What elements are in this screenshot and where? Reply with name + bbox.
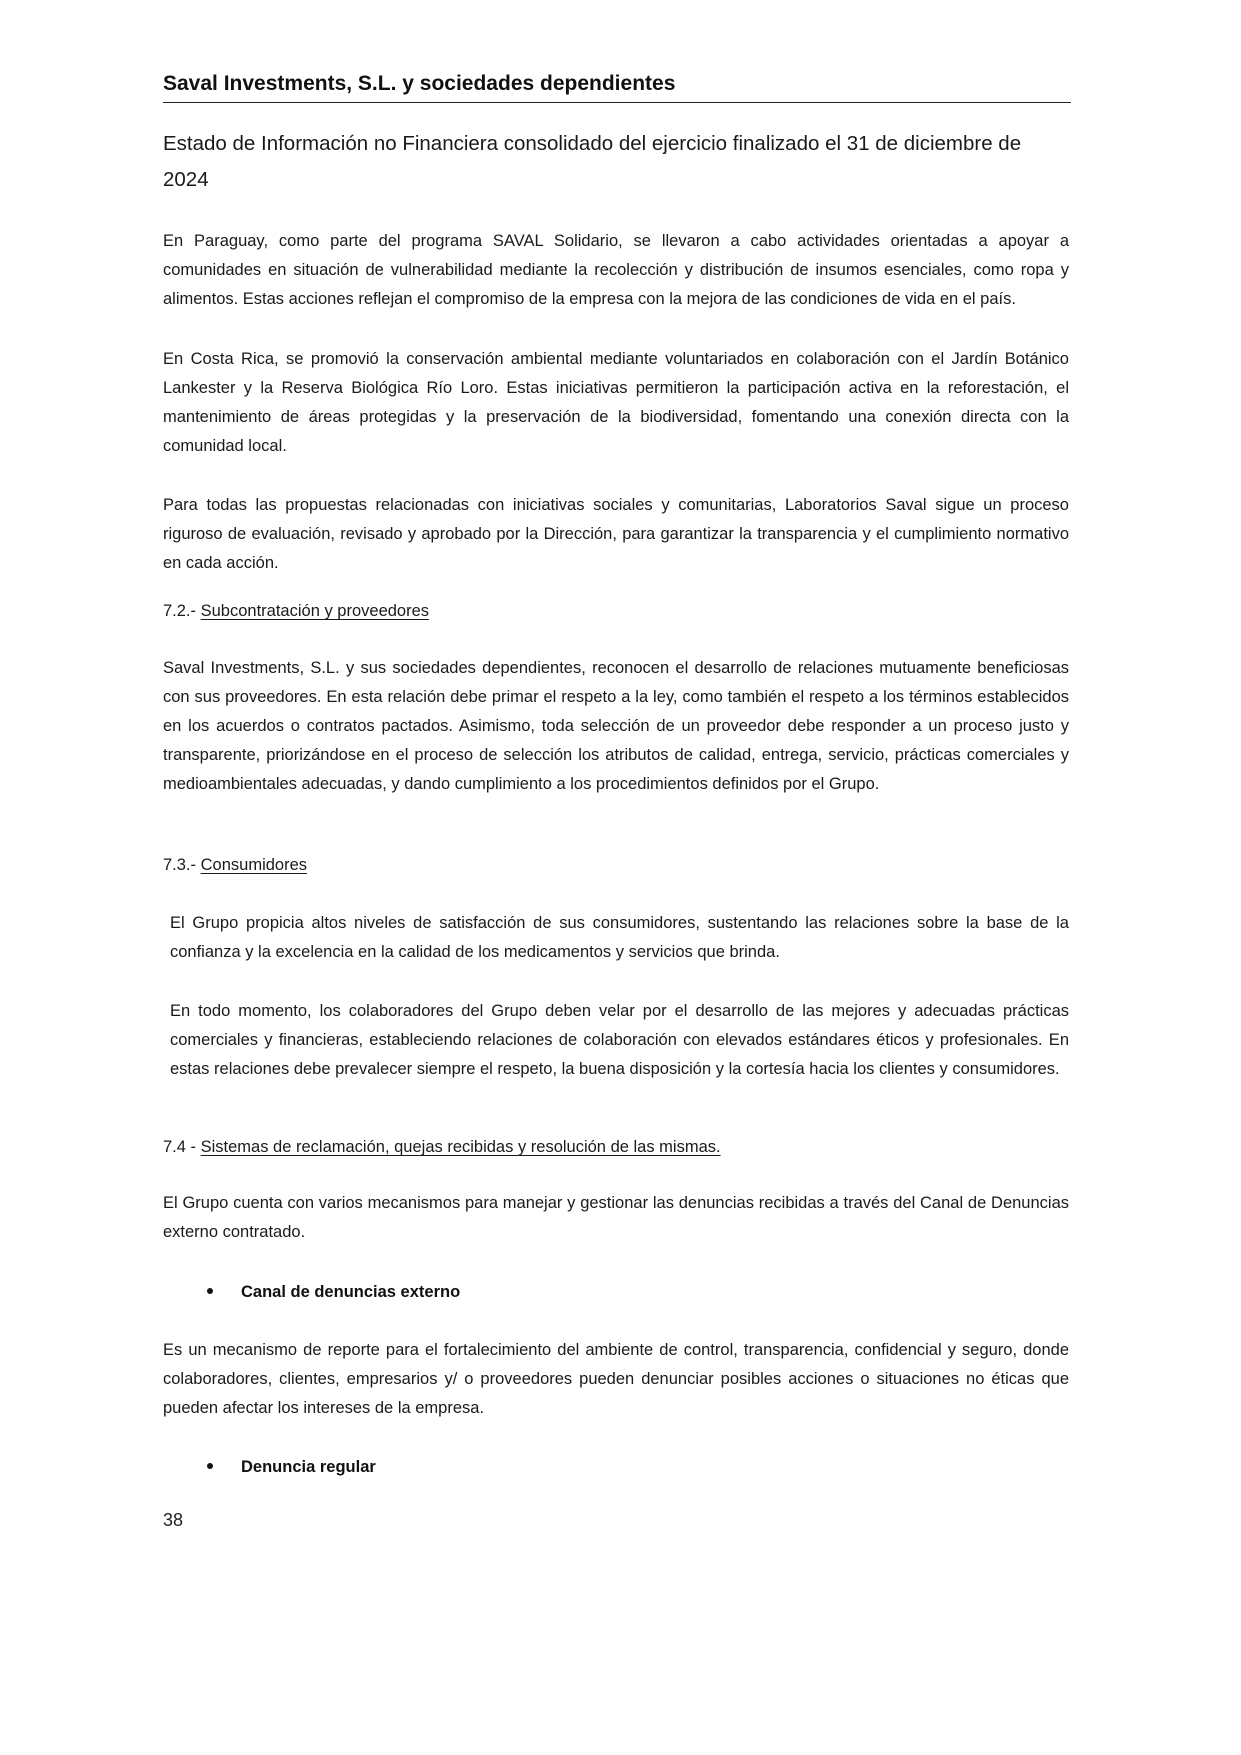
section-title: Sistemas de reclamación, quejas recibidas y resolución de las mismas.: [200, 1138, 721, 1156]
section-number: 7.3.-: [163, 856, 197, 874]
paragraph-canal-descripcion: Es un mecanismo de reporte para el fortalecimiento del ambiente de control, transparencia, confidencial y seguro, donde colaboradores, clientes, empresarios y/ o proveedores pueden denunciar posibles acciones o situaciones no éticas que pueden afectar los intereses de la empresa.: [163, 1341, 1069, 1417]
bullet-icon: [207, 1463, 213, 1469]
section-heading-7-2: [163, 599, 429, 623]
section-heading-7-4: [163, 1135, 721, 1159]
section-title: Subcontratación y proveedores: [200, 602, 430, 620]
company-header: Saval Investments, S.L. y sociedades dependientes: [163, 72, 1071, 103]
paragraph-denuncias-intro: El Grupo cuenta con varios mecanismos para manejar y gestionar las denuncias recibidas a través del Canal de Denuncias externo contratado.: [163, 1194, 1069, 1241]
bullet-icon: [207, 1288, 213, 1294]
bullet-canal-denuncias: [207, 1280, 460, 1304]
report-title: Estado de Información no Financiera consolidado del ejercicio finalizado el 31 de diciembre de 2024: [163, 132, 1022, 191]
paragraph-consumidores-1: El Grupo propicia altos niveles de satisfacción de sus consumidores, sustentando las relaciones sobre la base de la confianza y la excelencia en la calidad de los medicamentos y servicios que brinda.: [170, 914, 1069, 961]
page-number: 38: [163, 1510, 184, 1530]
paragraph-costa-rica: En Costa Rica, se promovió la conservación ambiental mediante voluntariados en colaboración con el Jardín Botánico Lankester y la Reserva Biológica Río Loro. Estas iniciativas permitieron la participación activa en la reforestación, el mantenimiento de áreas protegidas y la preservación de la biodiversidad, fomentando una conexión directa con la comunidad local.: [163, 350, 1069, 455]
bullet-label: Canal de denuncias externo: [241, 1283, 461, 1301]
bullet-label: Denuncia regular: [241, 1458, 376, 1476]
paragraph-consumidores-2: En todo momento, los colaboradores del Grupo deben velar por el desarrollo de las mejores y adecuadas prácticas comerciales y financieras, estableciendo relaciones de colaboración con elevados estándares éticos y profesionales. En estas relaciones debe prevalecer siempre el respeto, la buena disposición y la cortesía hacia los clientes y consumidores.: [170, 1002, 1069, 1078]
section-number: 7.4 -: [163, 1138, 197, 1156]
bullet-denuncia-regular: [207, 1455, 376, 1479]
paragraph-proveedores: Saval Investments, S.L. y sus sociedades dependientes, reconocen el desarrollo de relaciones mutuamente beneficiosas con sus proveedores. En esta relación debe primar el respeto a la ley, como también el respeto a los términos establecidos en los acuerdos o contratos pactados. Asimismo, toda selección de un proveedor debe responder a un proceso justo y transparente, priorizándose en el proceso de selección los atributos de calidad, entrega, servicio, prácticas comerciales y medioambientales adecuadas, y dando cumplimiento a los procedimientos definidos por el Grupo.: [163, 659, 1069, 793]
paragraph-propuestas: Para todas las propuestas relacionadas con iniciativas sociales y comunitarias, Laboratorios Saval sigue un proceso riguroso de evaluación, revisado y aprobado por la Dirección, para garantizar la transparencia y el cumplimiento normativo en cada acción.: [163, 496, 1069, 572]
section-number: 7.2.-: [163, 602, 197, 620]
section-title: Consumidores: [200, 856, 308, 874]
section-heading-7-3: [163, 853, 307, 877]
paragraph-paraguay: En Paraguay, como parte del programa SAVAL Solidario, se llevaron a cabo actividades orientadas a apoyar a comunidades en situación de vulnerabilidad mediante la recolección y distribución de insumos esenciales, como ropa y alimentos. Estas acciones reflejan el compromiso de la empresa con la mejora de las condiciones de vida en el país.: [163, 232, 1069, 308]
